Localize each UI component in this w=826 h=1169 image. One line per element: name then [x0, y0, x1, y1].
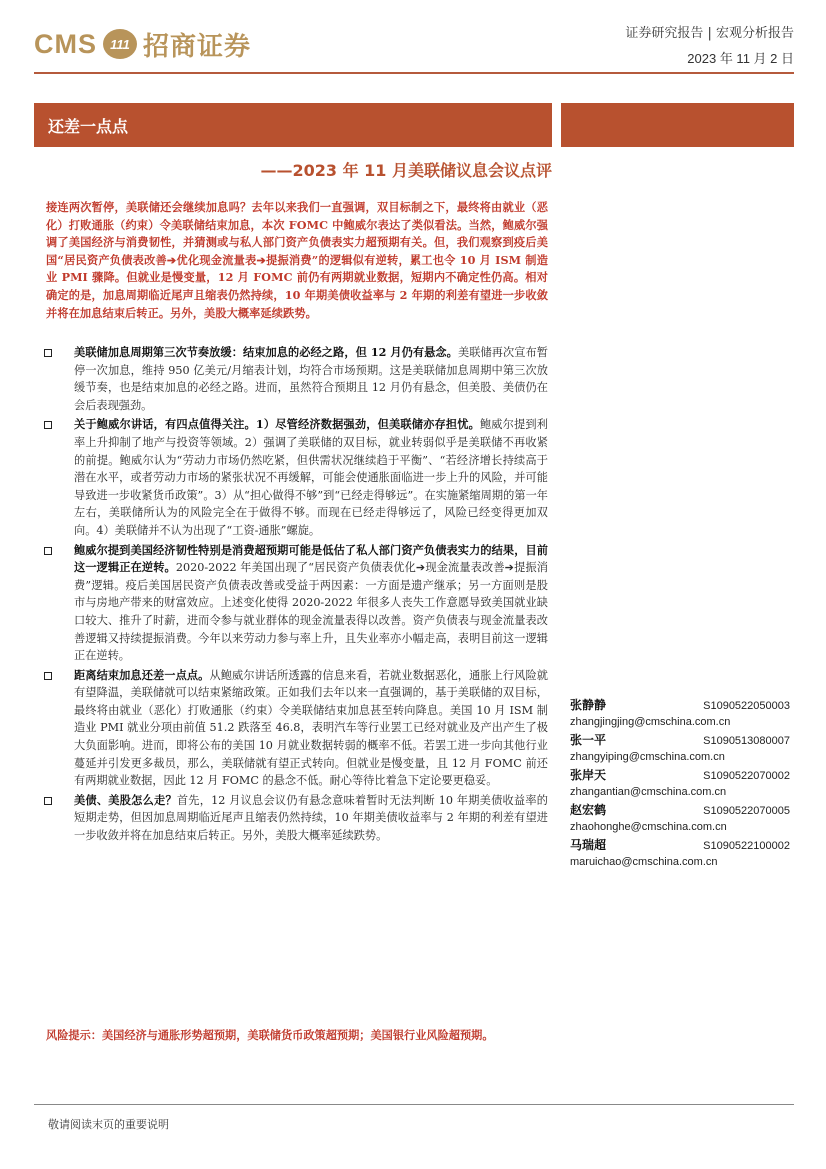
analyst-license-id: S1090522070002 [703, 770, 790, 782]
bullet-square-icon [44, 797, 52, 805]
bullet-lead: 美联储加息周期第三次节奏放缓：结束加息的必经之路，但 12 月仍有悬念。 [74, 345, 458, 359]
analyst-name: 马瑞超 [570, 838, 607, 852]
report-date: 2023 年 11 月 2 日 [687, 51, 794, 66]
footer-divider [34, 1104, 794, 1105]
logo-chinese-text: 招商证券 [143, 31, 252, 62]
bullet-text: 首先，12 月议息会议仍有悬念意味着暂时无法判断 10 年期美债收益率的短期走势，但因加息周期临近尾声且缩表仍然持续，10 年期美债收益率与 2 年期的利差有望进一步收敛并将在加息结束后转正。另外，美股大概率延续跌势。 [74, 793, 548, 843]
bullet-lead: 距离结束加息还差一点点。 [74, 667, 210, 682]
company-logo [34, 24, 251, 64]
analyst-license-id: S1090513080007 [703, 735, 790, 747]
bullet-text: 2020-2022 年美国出现了“居民资产负债表优化➔现金流量表改善➔提振消费”逻辑。疫后美国居民资产负债表改善或受益于两因素：一方面是遗产继承；另一方面则是股市与房地产带来的财富效应。上述变化使得 2020-2022 年很多人丧失工作意愿导致美国就业缺口较大、推升了时薪，进而令参与就业群体的现金流量表得以改善。资产负债表与现金流量表改善逻辑又持续提振消费。今年以来劳动力参与率上升，且失业率亦小幅走高，表明目前这一逻辑正在逆转。 [74, 561, 548, 663]
bullet-text: 从鲍威尔讲话所透露的信息来看，若就业数据恶化，通胀上行风险就有望降温，美联储就可以结束紧缩政策。正如我们去年以来一直强调的，基于美联储的双目标，最终将由就业（恶化）打败通胀（约束）令美联储结束加息甚至转向降息。美国 10 月 ISM 制造业 PMI 就业分项由前值 51.2 跌落至 46.8，表明汽车等行业罢工已经对就业及产出产生了极大负面影响。进而，即将公布的美国 10 月就业数据转弱的概率不低。若罢工进一步向其他行业蔓延并引发更多裁员，那么，美联储就有望正式转向。但就业是慢变量，且 12 月 FOMC 前还有两期就业数据，因此 12 月 FOMC 的悬念不低。耐心等待比着急下定论要更稳妥。 [74, 668, 548, 788]
analyst-name: 赵宏鹤 [570, 803, 607, 817]
analyst-entry [570, 731, 790, 763]
analyst-list [570, 696, 790, 871]
analyst-entry [570, 696, 790, 728]
analyst-entry [570, 766, 790, 798]
analyst-email[interactable]: zhaohonghe@cmschina.com.cn [570, 821, 727, 833]
logo-latin-text: CMS [34, 28, 97, 59]
page-subtitle: ——2023 年 11 月美联储议息会议点评 [260, 161, 552, 180]
bullet-text: 鲍威尔提到利率上升抑制了地产与投资等领域。2）强调了美联储的双目标，就业转弱似乎是美联储不再收紧的前提。鲍威尔认为“劳动力市场仍然吃紧，但供需状况继续趋于平衡”、“若经济增长持续高于潜在水平，或者劳动力市场的紧张状况不再缓解，可能会使通胀面临进一步上升的风险，并可能导致进一步收紧货币政策”。3）从“担心做得不够”到“已经走得够远”。在实施紧缩周期的第一年左右，美联储所认为的风险完全在于做得不够。而现在已经走得够远了，风险已经变得更加双向。4）美联储并不认为出现了“工资-通胀”螺旋。 [74, 418, 548, 537]
risk-warning: 风险提示：美国经济与通胀形势超预期，美联储货币政策超预期；美国银行业风险超预期。 [46, 1028, 494, 1042]
footer-notice: 敬请阅读末页的重要说明 [48, 1118, 169, 1131]
bullet-item [46, 542, 548, 665]
analyst-email[interactable]: maruichao@cmschina.com.cn [570, 856, 718, 868]
bullet-text: 美联储再次宣布暂停一次加息，维持 950 亿美元/月缩表计划，均符合市场预期。这是美联储加息周期中第三次放缓节奏，也是结束加息的必经之路。进而，虽然符合预期且 12 月仍有悬念，但美股、美债仍在会后表现强劲。 [74, 346, 548, 412]
bullet-square-icon [44, 547, 52, 555]
bullet-lead: 美债、美股怎么走？ [74, 792, 177, 807]
analyst-email[interactable]: zhangantian@cmschina.com.cn [570, 786, 727, 798]
bullet-item [46, 667, 548, 790]
page-title: 还差一点点 [48, 116, 129, 136]
analyst-name: 张一平 [570, 733, 607, 747]
bullet-square-icon [44, 421, 52, 429]
analyst-license-id: S1090522050003 [703, 700, 790, 712]
bullet-item [46, 792, 548, 845]
analyst-entry [570, 836, 790, 868]
analyst-name: 张静静 [570, 698, 607, 712]
bullet-square-icon [44, 672, 52, 680]
bullet-item [46, 344, 548, 414]
bullet-item [46, 416, 548, 539]
analyst-email[interactable]: zhangjingjing@cmschina.com.cn [570, 716, 731, 728]
report-type: 证券研究报告 | 宏观分析报告 [625, 26, 794, 41]
summary-paragraph: 接连两次暂停，美联储还会继续加息吗？去年以来我们一直强调，双目标制之下，最终将由就业（恶化）打败通胀（约束）令美联储结束加息，本次 FOMC 中鲍威尔表达了类似看法。当然，鲍威尔强调了美国经济与消费韧性，并猜测或与私人部门资产负债表实力超预期有关。但，我们观察到疫后美国“居民资产负债表改善➔优化现金流量表➔提振消费”的逻辑似有逆转，累工也令 10 月 ISM 制造业 PMI 骤降。但就业是慢变量，12 月 FOMC 前仍有两期就业数据，短期内不确定性仍高。相对确定的是，加息周期临近尾声且缩表仍然持续，10 年期美债收益率与 2 年期的利差有望进一步收敛并将在加息结束后转正。另外，美股大概率延续跌势。 [46, 200, 548, 320]
title-band [34, 103, 552, 147]
sidebar-band [561, 103, 794, 147]
analyst-license-id: S1090522070005 [703, 805, 790, 817]
bullet-square-icon [44, 349, 52, 357]
analyst-name: 张岸天 [570, 768, 607, 782]
logo-mark-icon: 111 [103, 29, 137, 59]
analyst-license-id: S1090522100002 [703, 840, 790, 852]
header-divider [34, 72, 794, 74]
report-meta [625, 22, 794, 67]
bullet-lead: 鲍威尔提到美国经济韧性特别是消费超预期可能是低估了私人部门资产负债表实力的结果，目前这一逻辑正在逆转。 [74, 542, 548, 575]
analyst-entry [570, 801, 790, 833]
analyst-email[interactable]: zhangyiping@cmschina.com.cn [570, 751, 725, 763]
bullet-list [46, 344, 548, 847]
bullet-lead: 关于鲍威尔讲话，有四点值得关注。1）尽管经济数据强劲，但美联储亦存担忧。 [74, 417, 480, 432]
